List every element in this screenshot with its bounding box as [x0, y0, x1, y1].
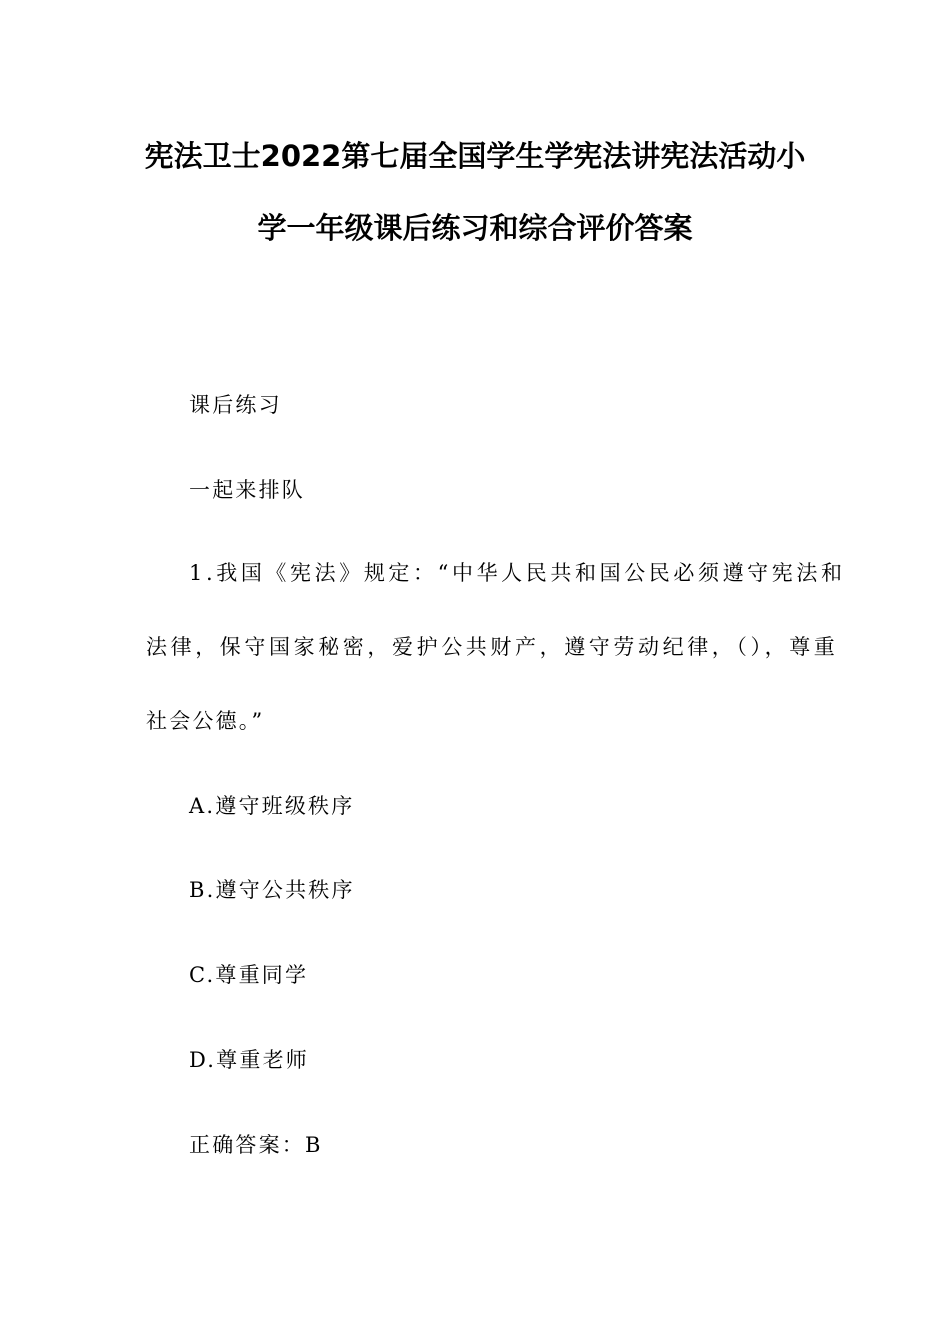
question-line-1: 1.我国《宪法》规定：“中华人民共和国公民必须遵守宪法和 — [189, 561, 846, 585]
option-c: C.尊重同学 — [189, 963, 309, 987]
option-a: A.遵守班级秩序 — [189, 794, 355, 818]
option-d: D.尊重老师 — [189, 1048, 309, 1072]
correct-answer: 正确答案：B — [189, 1133, 323, 1157]
option-b: B.遵守公共秩序 — [189, 878, 355, 902]
question-line-2: 法律，保守国家秘密，爱护公共财产，遵守劳动纪律，（），尊重 — [146, 635, 839, 659]
question-line-3: 社会公德。” — [146, 709, 265, 733]
document-title-line-1: 宪法卫士2022第七届全国学生学宪法讲宪法活动小 — [144, 139, 806, 173]
subsection-heading: 一起来排队 — [189, 478, 305, 502]
document-title-line-2: 学一年级课后练习和综合评价答案 — [257, 211, 693, 245]
section-heading: 课后练习 — [189, 393, 282, 417]
